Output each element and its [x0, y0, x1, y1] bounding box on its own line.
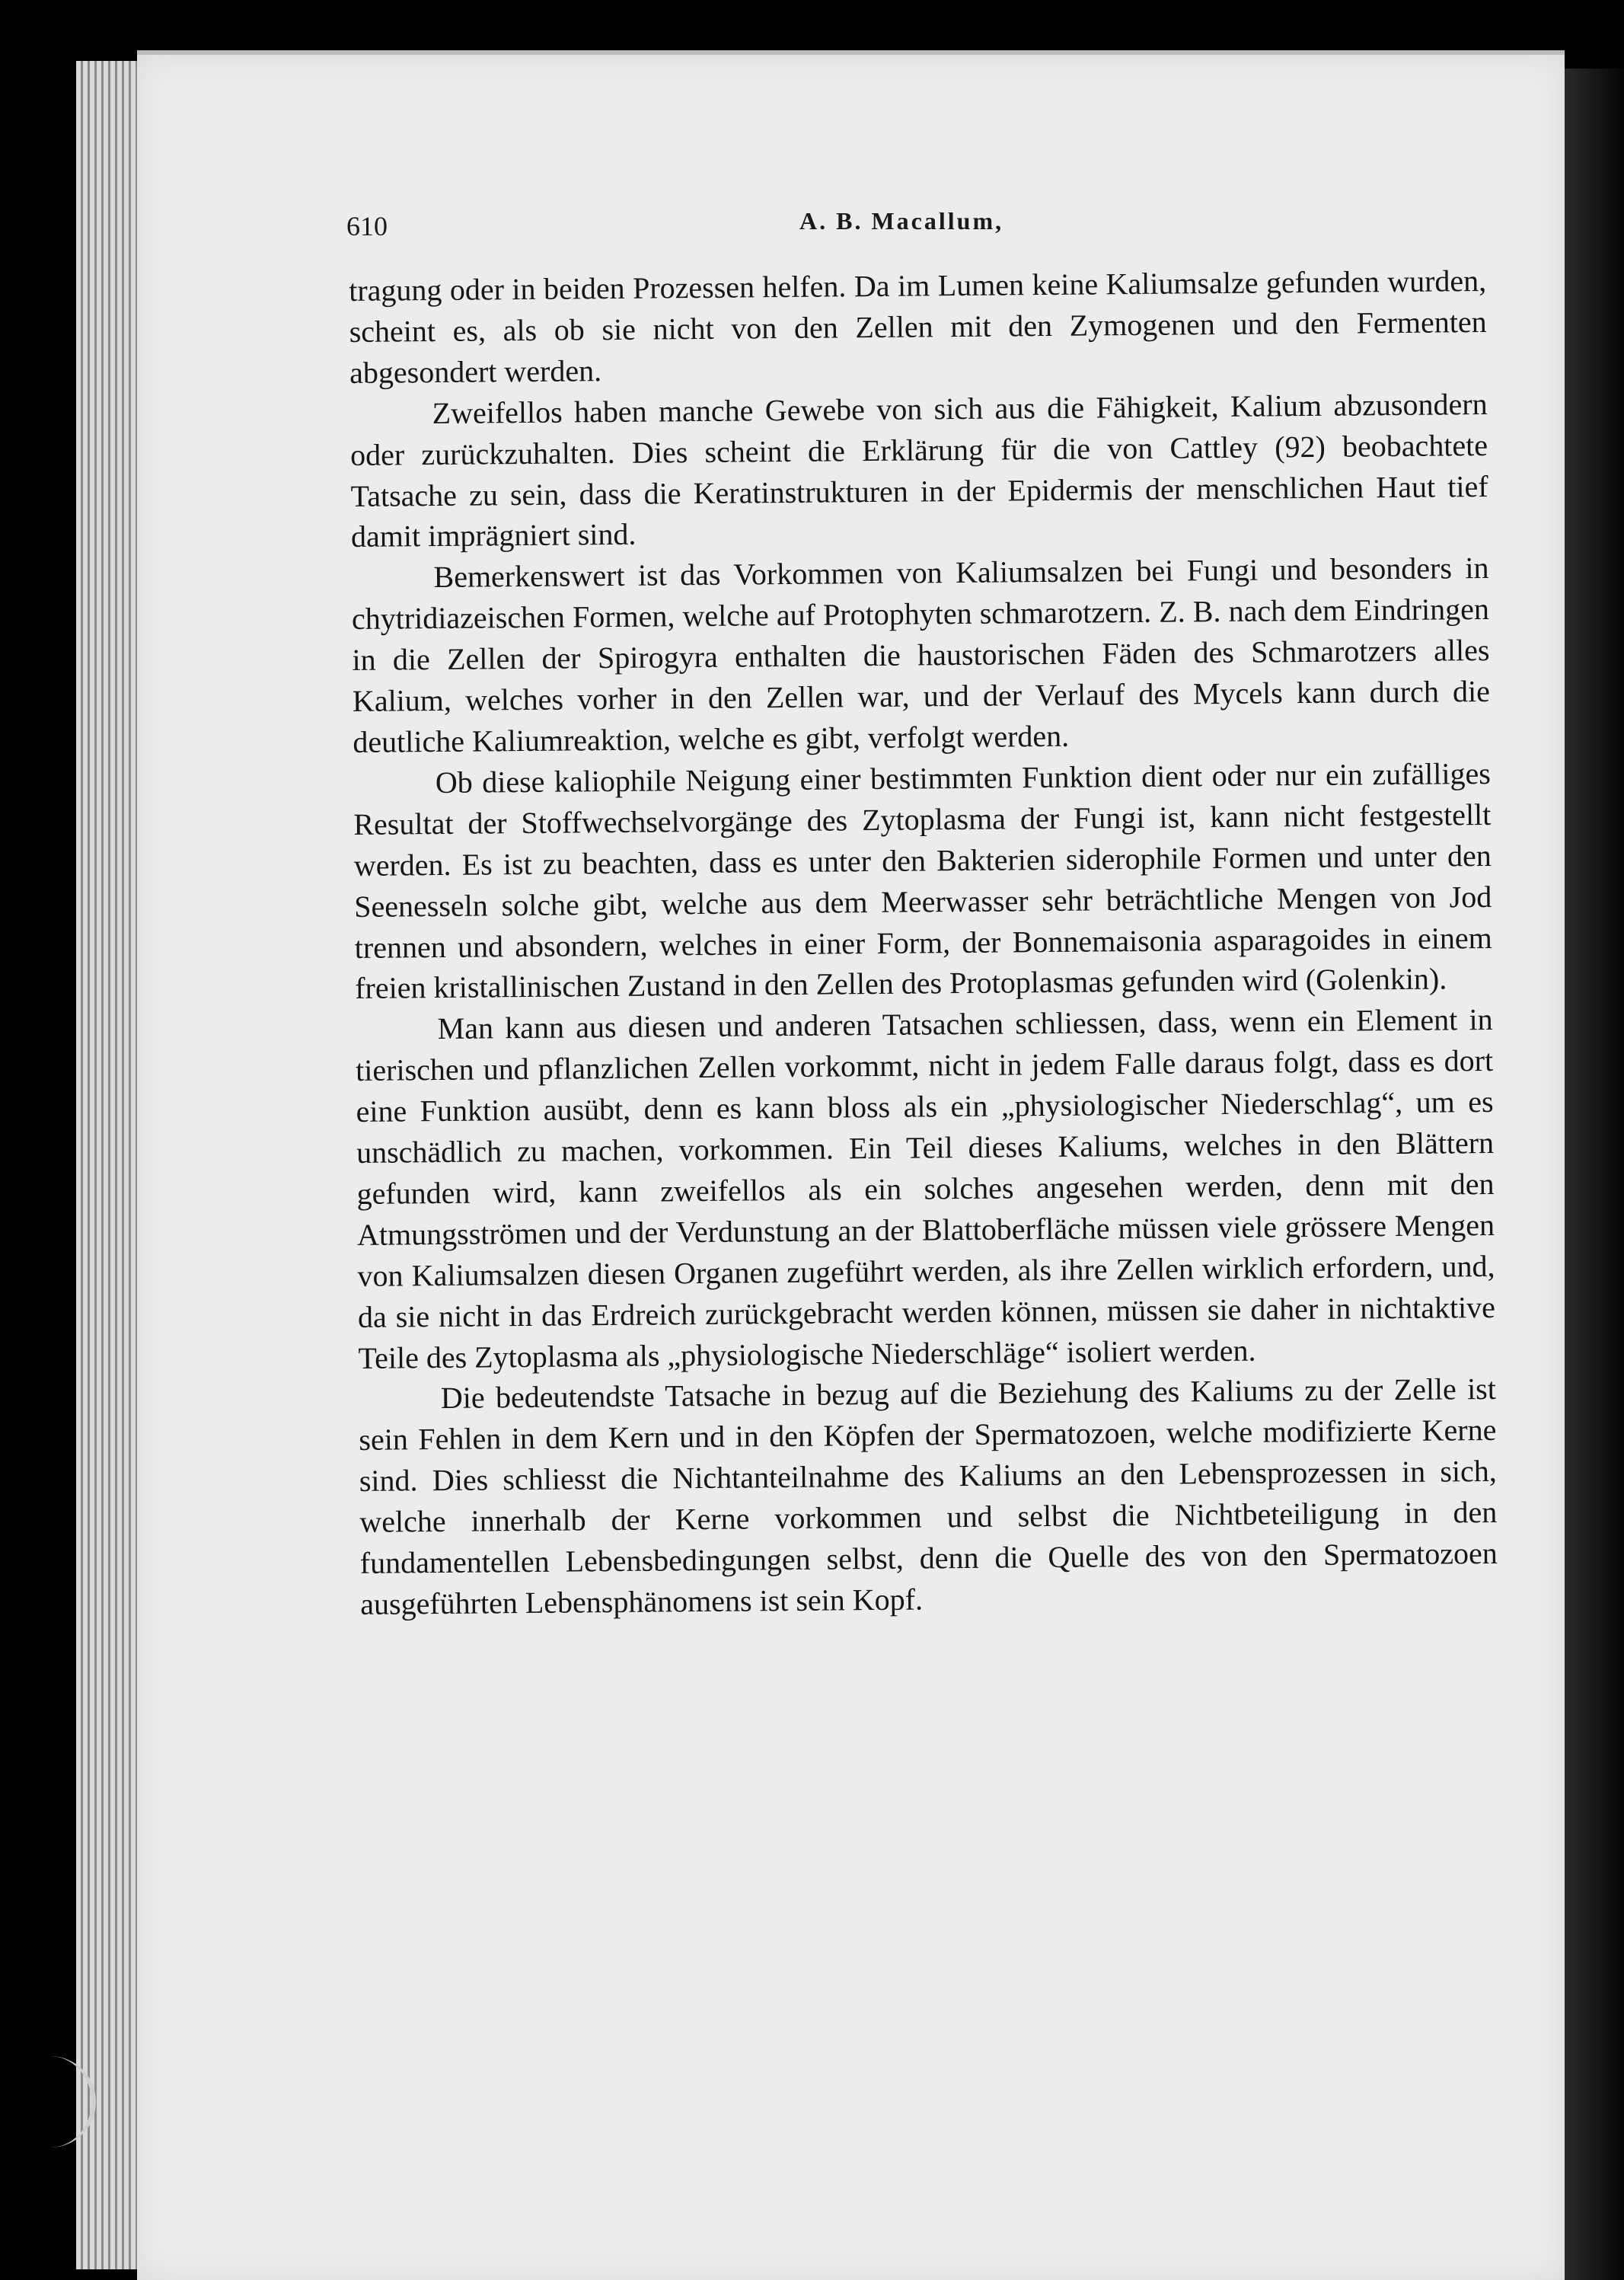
paragraph-2: Zweifellos haben manche Gewebe von sich aus die Fähigkeit, Kalium abzusondern oder zurückzuhalten. Dies scheint die Erklärung für die von Cattley (92) beobachtete Tatsache zu sein, dass die Keratinstrukturen in der Epidermis der menschlichen Haut tief damit imprägniert sind.: [349, 386, 1488, 554]
paragraph-5: Man kann aus diesen und anderen Tatsachen schliessen, dass, wenn ein Element in tierischen und pflanzlichen Zellen vorkommt, nicht in jedem Falle daraus folgt, dass es dort eine Funktion ausübt, denn es kann bloss als ein „physiologischer Niederschlag“, um es unschädlich zu machen, vorkommen. Ein Teil dieses Kaliums, welches in den Blättern gefunden wird, kann zweifellos als ein solches angesehen werden, denn mit den Atmungsströmen und der Verdunstung an der Blattoberfläche müssen viele grössere Mengen von Kaliumsalzen diesen Organen zugeführt werden, als ihre Zellen wirklich erfordern, und, da sie nicht in das Erdreich zurückgebracht werden können, müssen sie daher in nichtaktive Teile des Zytoplasma als „physiologische Niederschläge“ isoliert werden.: [355, 1002, 1496, 1375]
body-text: [349, 260, 1498, 1625]
running-head: A. B. Macallum,: [799, 207, 1004, 235]
paragraph-3: Bemerkenswert ist das Vorkommen von Kaliumsalzen bei Fungi und besonders in chytridiazeischen Formen, welche auf Protophyten schmarotzern. Z. B. nach dem Eindringen in die Zellen der Spirogyra enthalten die haustorischen Fäden des Schmarotzers alles Kalium, welches vorher in den Zellen war, und der Verlauf des Mycels kann durch die deutliche Kaliumreaktion, welche es gibt, verfolgt werden.: [351, 551, 1491, 759]
paragraph-4: Ob diese kaliophile Neigung einer bestimmten Funktion dient oder nur ein zufälliges Resultat der Stoffwechselvorgänge des Zytoplasma der Fungi ist, kann nicht festgestellt werden. Es ist zu beachten, dass es unter den Bakterien siderophile Formen und unter den Seenesseln solche gibt, welche aus dem Meerwasser sehr beträchtliche Mengen von Jod trennen und absondern, welches in einer Form, der Bonnemaisonia asparagoides in einem freien kristallinischen Zustand in den Zellen des Protoplasmas gefunden wird (Golenkin).: [353, 755, 1492, 1006]
paragraph-6: Die bedeutendste Tatsache in bezug auf die Beziehung des Kaliums zu der Zelle ist sein Fehlen in dem Kern und in den Köpfen der Spermatozoen, welche modifizierte Kerne sind. Dies schliesst die Nichtanteilnahme des Kaliums an den Lebensprozessen in sich, welche innerhalb der Kerne vorkommen und selbst die Nichtbeteiligung in den fundamentellen Lebensbedingungen selbst, denn die Quelle des von den Spermatozoen ausgeführten Lebensphänomens ist sein Kopf.: [359, 1372, 1498, 1621]
page-header: [346, 207, 1488, 245]
page-number: 610: [346, 211, 388, 241]
binding-shadow: [1565, 69, 1624, 2280]
page-stack-edge: [76, 61, 145, 2269]
paragraph-1: tragung oder in beiden Prozessen helfen. Da im Lumen keine Kaliumsalze gefunden wurden, scheint es, als ob sie nicht von den Zellen mit den Zymogenen und den Fermenten abgesondert werden.: [349, 263, 1487, 390]
